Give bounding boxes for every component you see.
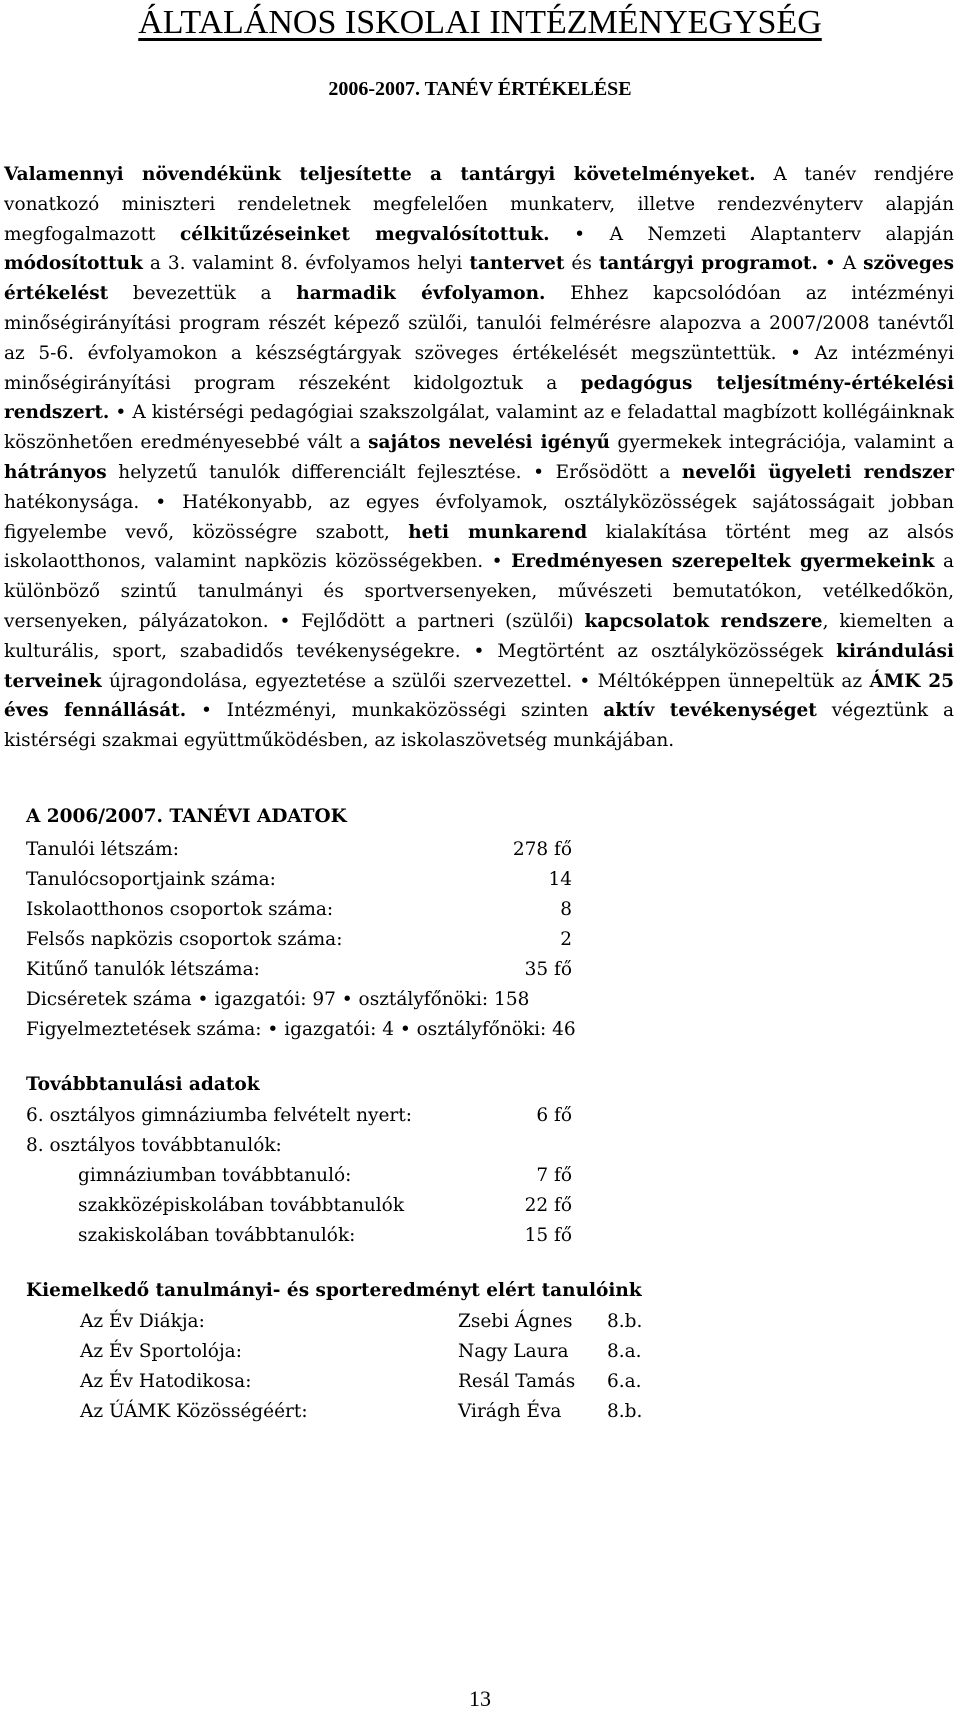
data-row-label: Tanulói létszám: (26, 839, 179, 860)
award-title: Az ÚÁMK Közösségéért: (80, 1401, 308, 1422)
school-data-heading: A 2006/2007. TANÉVI ADATOK (26, 806, 347, 827)
body-text-run: a különböző szintű tanulmányi és sportversenyeken, művészeti bemutatókon, vetélkedőkön, versenyeken, pályázatokon. • Fejlődött a partneri (szülői) (4, 551, 954, 632)
award-title: Az Év Sportolója: (80, 1341, 242, 1362)
further-row-value: 22 fő (524, 1195, 572, 1216)
award-student-name: Zsebi Ágnes (458, 1311, 573, 1332)
further-row-label: 8. osztályos továbbtanulók: (26, 1135, 282, 1156)
body-text-run: • Intézményi, munkaközösségi szinten (186, 700, 604, 722)
praise-counts: Dicséretek száma • igazgatói: 97 • osztályfőnöki: 158 (26, 989, 530, 1010)
body-text-run: helyzetű tanulók differenciált fejlesztése. • Erősödött a (106, 461, 682, 483)
award-student-name: Resál Tamás (458, 1371, 576, 1392)
data-row-label: Felsős napközis csoportok száma: (26, 929, 343, 950)
further-row-label: szakiskolában továbbtanulók: (78, 1225, 356, 1246)
further-row-value: 6 fő (536, 1105, 572, 1126)
page-title: ÁLTALÁNOS ISKOLAI INTÉZMÉNYEGYSÉG (138, 4, 822, 41)
body-text-run: , kiemelten a kulturális, sport, szabadidős tevékenységekre. • Megtörtént az osztályközösségek (4, 610, 955, 662)
data-row-label: Iskolaotthonos csoportok száma: (26, 899, 334, 920)
body-text-run: végeztünk a kistérségi szakmai együttműködésben, az iskolaszövetség munkájában. (4, 700, 954, 752)
body-text-run: kialakítása történt meg az alsós iskolaotthonos, valamint napközis közösségekben. • (4, 521, 954, 573)
awards-heading: Kiemelkedő tanulmányi- és sporteredményt elért tanulóink (26, 1280, 642, 1301)
emphasis-text: módosítottuk (4, 253, 143, 275)
further-row-label: gimnáziumban továbbtanuló: (78, 1165, 352, 1186)
emphasis-text: Valamennyi növendékünk teljesítette a tantárgyi követelményeket. (4, 164, 756, 185)
emphasis-text: szöveges értékelést (4, 253, 954, 305)
award-title: Az Év Diákja: (80, 1311, 205, 1332)
award-student-name: Virágh Éva (458, 1401, 562, 1422)
data-row-value: 14 (548, 869, 572, 890)
emphasis-text: célkitűzéseinket megvalósítottuk. (179, 223, 550, 245)
emphasis-text: hátrányos (4, 461, 107, 483)
body-text-run: a 3. valamint 8. évfolyamos helyi (142, 253, 470, 275)
evaluation-paragraph (4, 160, 954, 756)
data-row-label: Kitűnő tanulók létszáma: (26, 959, 260, 980)
body-text-run: • A Nemzeti Alaptanterv alapján (549, 223, 954, 245)
emphasis-text: tantervet (469, 253, 565, 275)
emphasis-text: nevelői ügyeleti rendszer (681, 461, 954, 483)
body-text-run: gyermekek integrációja, valamint a (609, 432, 954, 454)
award-title: Az Év Hatodikosa: (80, 1371, 252, 1392)
emphasis-text: heti munkarend (408, 521, 588, 543)
body-text-run: és (564, 253, 599, 275)
data-row-label: Tanulócsoportjaink száma: (26, 869, 276, 890)
emphasis-text: tantárgyi programot. (598, 253, 818, 275)
award-student-class: 8.a. (607, 1341, 642, 1362)
emphasis-text: Eredményesen szerepeltek gyermekeink (511, 551, 935, 573)
emphasis-text: kapcsolatok rendszere (584, 610, 823, 632)
data-row-value: 35 fő (524, 959, 572, 980)
body-text-run: újragondolása, egyeztetése a szülői szervezettel. • Méltóképpen ünnepeltük az (101, 670, 870, 692)
award-student-class: 8.b. (607, 1311, 643, 1332)
data-row-value: 2 (560, 929, 572, 950)
body-text-run: bevezettük a (108, 283, 297, 305)
body-text-run: Ehhez kapcsolódóan az intézményi minőségirányítási program részét képező szülői, tanulói felmérésre alapozva a 2007/2008 tanévtől az 5-6. évfolyamokon a készségtárgyak szöveges értékelését megszüntettük. • Az intézményi minőségirányítási program részeként kidolgoztuk a (4, 283, 954, 394)
emphasis-text: pedagógus teljesítmény-értékelési rendszert. (4, 372, 955, 424)
body-text-run: • A (817, 253, 864, 275)
body-text-run: hatékonysága. • Hatékonyabb, az egyes évfolyamok, osztályközösségek sajátosságait jobban figyelembe vevő, közösségre szabott, (4, 491, 954, 543)
award-student-name: Nagy Laura (458, 1341, 569, 1362)
emphasis-text: sajátos nevelési igényű (368, 432, 610, 454)
page-number: 13 (469, 1686, 491, 1711)
further-row-label: szakközépiskolában továbbtanulók (78, 1195, 405, 1216)
emphasis-text: kirándulási terveinek (4, 640, 954, 692)
emphasis-text: ÁMK 25 éves fennállását. (4, 670, 954, 722)
further-row-value: 7 fő (536, 1165, 572, 1186)
warning-counts: Figyelmeztetések száma: • igazgatói: 4 • osztályfőnöki: 46 (26, 1019, 576, 1040)
emphasis-text: harmadik évfolyamon. (296, 283, 546, 305)
further-studies-heading: Továbbtanulási adatok (26, 1074, 260, 1095)
page-subtitle: 2006-2007. TANÉV ÉRTÉKELÉSE (328, 78, 632, 100)
data-row-value: 278 fő (512, 839, 572, 860)
body-text-run: • A kistérségi pedagógiai szakszolgálat, valamint az e feladattal magbízott kollégáinknak köszönhetően eredményesebbé vált a (4, 402, 954, 454)
further-row-label: 6. osztályos gimnáziumba felvételt nyert: (26, 1105, 412, 1126)
emphasis-text: aktív tevékenységet (603, 700, 817, 722)
data-row-value: 8 (560, 899, 572, 920)
award-student-class: 6.a. (607, 1371, 642, 1392)
award-student-class: 8.b. (607, 1401, 643, 1422)
further-row-value: 15 fő (524, 1225, 572, 1246)
body-text-run: A tanév rendjére vonatkozó miniszteri rendeletnek megfelelően munkaterv, illetve rendezvényterv alapján megfogalmazott (4, 164, 954, 245)
